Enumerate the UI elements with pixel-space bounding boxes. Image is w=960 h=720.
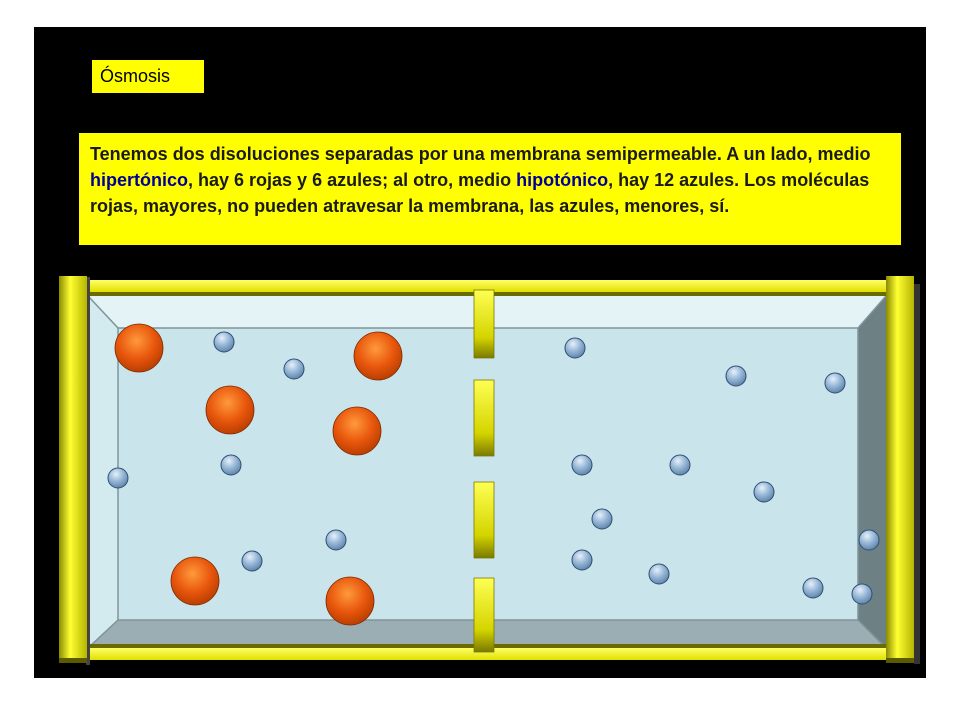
hypotonic-term: hipotónico [516, 170, 609, 190]
blue-molecule [565, 338, 585, 358]
blue-molecule [214, 332, 234, 352]
description-text-3: , hay 12 azules. Los moléculas rojas, mayores, no pueden atravesar la membrana, las azules, menores, sí. [90, 170, 870, 216]
blue-molecule [859, 530, 879, 550]
blue-molecule [572, 455, 592, 475]
red-molecule [333, 407, 381, 455]
blue-molecule [326, 530, 346, 550]
blue-molecule [221, 455, 241, 475]
blue-molecule [852, 584, 872, 604]
red-molecule [326, 577, 374, 625]
blue-molecule [825, 373, 845, 393]
membrane-segment [474, 482, 494, 558]
blue-molecule [726, 366, 746, 386]
red-molecule [171, 557, 219, 605]
blue-molecule [754, 482, 774, 502]
blue-molecule [572, 550, 592, 570]
hypertonic-term: hipertónico [90, 170, 188, 190]
page-title: Ósmosis [100, 66, 171, 86]
red-molecule [354, 332, 402, 380]
right-post-bottom [886, 658, 914, 663]
left-post-bottom [59, 658, 87, 663]
right-post [886, 276, 914, 662]
blue-molecule [670, 455, 690, 475]
red-molecule [115, 324, 163, 372]
right-post-shadow [914, 284, 920, 664]
blue-molecule [803, 578, 823, 598]
description-text-2: , hay 6 rojas y 6 azules; al otro, medio [188, 170, 517, 190]
red-molecule [206, 386, 254, 434]
blue-molecule [108, 468, 128, 488]
membrane-segment [474, 290, 494, 358]
left-post [59, 276, 87, 662]
membrane-segment [474, 380, 494, 456]
blue-molecule [242, 551, 262, 571]
blue-molecule [592, 509, 612, 529]
blue-molecule [649, 564, 669, 584]
membrane-segment [474, 578, 494, 652]
blue-molecule [284, 359, 304, 379]
description-text-1: Tenemos dos disoluciones separadas por una membrana semipermeable. A un lado, medio [90, 144, 871, 164]
